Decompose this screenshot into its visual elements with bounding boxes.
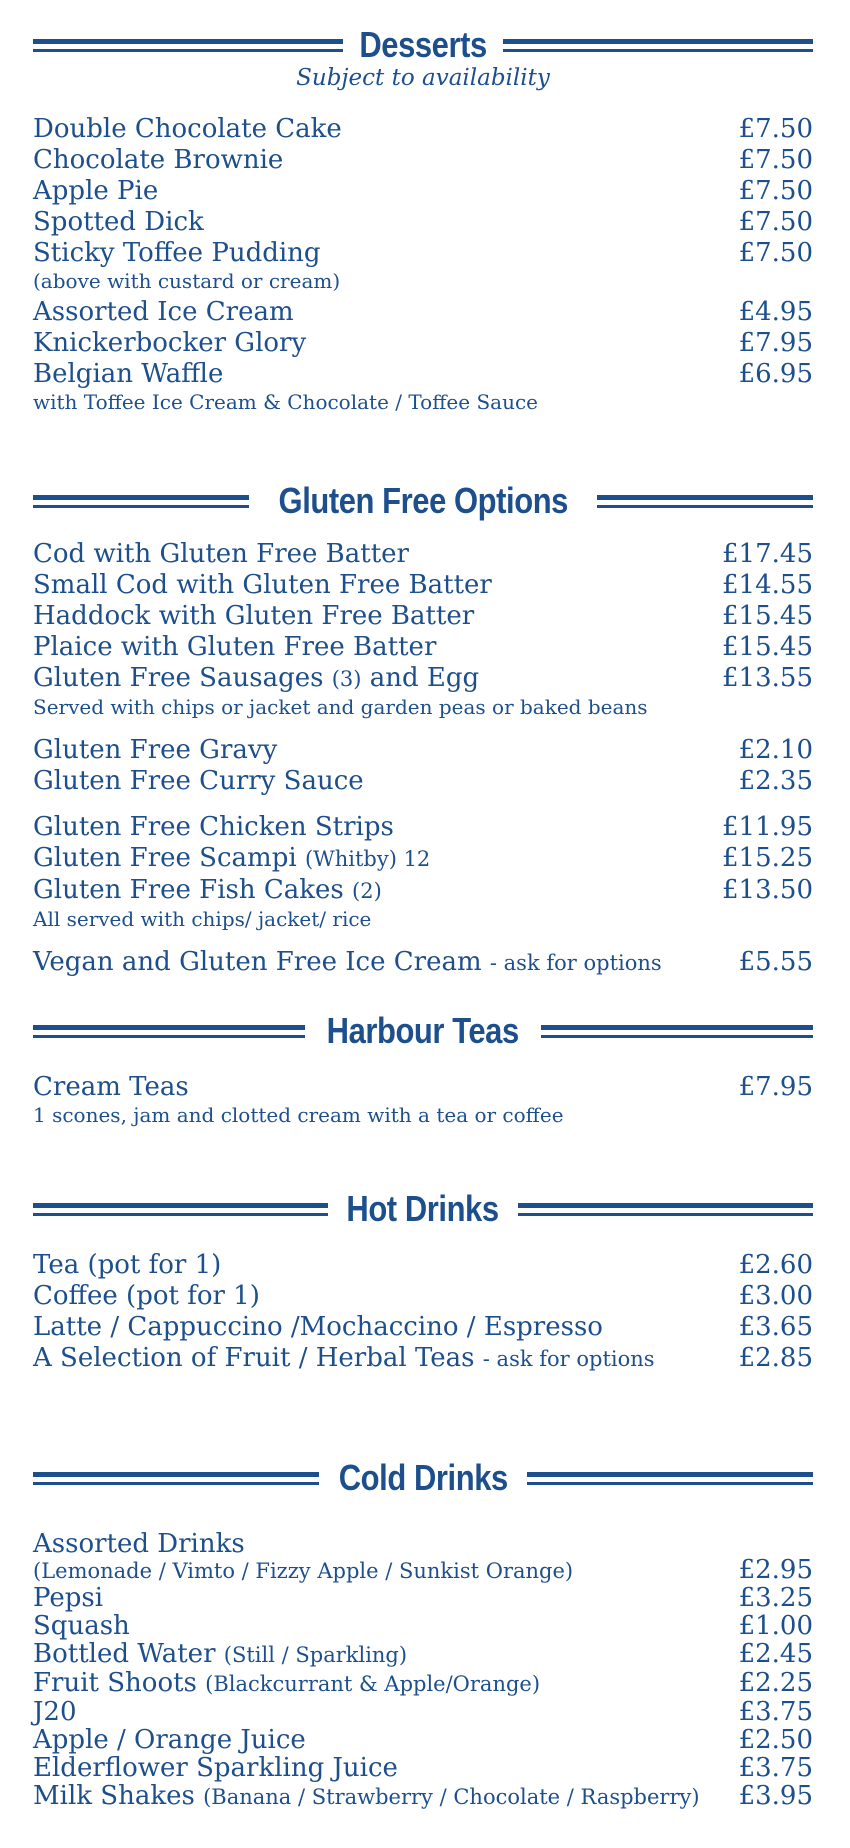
menu-item <box>33 1669 813 1698</box>
item-name: Gluten Free Sausages <box>33 663 324 693</box>
item-name: Vegan and Gluten Free Ice Cream <box>33 947 482 977</box>
menu-item <box>33 766 813 797</box>
item-name: Latte / Cappuccino /Mochaccino / Espresso <box>33 1312 603 1342</box>
item-price: £3.75 <box>738 1697 813 1727</box>
menu-item <box>33 812 813 843</box>
item-price: £7.50 <box>738 207 813 237</box>
item-name: Milk Shakes <box>33 1781 195 1811</box>
header-rule-right <box>541 1025 813 1038</box>
section-title: Harbour Teas <box>326 1010 520 1051</box>
item-note: All served with chips/ jacket/ rice <box>33 907 372 931</box>
item-name-group <box>33 663 479 695</box>
item-price: £7.95 <box>738 1072 813 1102</box>
item-name: A Selection of Fruit / Herbal Teas <box>33 1343 475 1373</box>
header-rule-left <box>33 495 249 508</box>
desserts-list <box>33 114 813 415</box>
item-price: £2.95 <box>738 1555 813 1585</box>
item-qualifier: - ask for options <box>489 951 662 975</box>
cold-drinks-header <box>33 1453 813 1503</box>
item-name: Coffee (pot for 1) <box>33 1281 260 1311</box>
item-name: Gluten Free Chicken Strips <box>33 812 394 842</box>
item-name: Spotted Dick <box>33 207 204 237</box>
item-price: £2.25 <box>738 1668 813 1698</box>
item-name: Gluten Free Gravy <box>33 735 278 765</box>
item-price: £7.95 <box>738 328 813 358</box>
item-name: Cod with Gluten Free Batter <box>33 539 409 569</box>
gluten-free-section <box>33 476 813 526</box>
header-rule-left <box>33 39 343 52</box>
item-name: Knickerbocker Glory <box>33 328 307 358</box>
header-rule-left <box>33 1472 319 1485</box>
header-rule-left <box>33 1025 305 1038</box>
item-name: Gluten Free Curry Sauce <box>33 766 364 796</box>
menu-item <box>33 1698 813 1726</box>
item-name-group <box>33 1669 540 1698</box>
item-qualifier: (Blackcurrant & Apple/Orange) <box>205 1672 541 1696</box>
item-qualifier: (Still / Sparkling) <box>223 1643 408 1667</box>
item-price: £2.45 <box>738 1639 813 1669</box>
hot-drinks-section <box>33 1184 813 1234</box>
menu-item <box>33 1312 813 1343</box>
cold-drinks-section <box>33 1453 813 1503</box>
menu-item <box>33 207 813 238</box>
item-name: Tea (pot for 1) <box>33 1250 222 1280</box>
menu-item <box>33 145 813 176</box>
item-name-group <box>33 875 382 907</box>
item-price: £1.00 <box>738 1611 813 1641</box>
item-name: Apple Pie <box>33 176 159 206</box>
item-name-group <box>33 1640 407 1669</box>
item-note: (Lemonade / Vimto / Fizzy Apple / Sunkist Orange) <box>33 1559 574 1583</box>
section-title: Desserts <box>359 24 487 65</box>
section-title: Gluten Free Options <box>278 480 568 521</box>
item-note: with Toffee Ice Cream & Chocolate / Toffee Sauce <box>33 390 538 414</box>
header-rule-right <box>518 1203 813 1216</box>
menu-item <box>33 359 813 390</box>
item-price: £2.60 <box>738 1250 813 1280</box>
item-name: Pepsi <box>33 1583 104 1613</box>
menu-item <box>33 539 813 570</box>
item-name: Apple / Orange Juice <box>33 1725 306 1755</box>
menu-item <box>33 1343 813 1375</box>
item-name: Plaice with Gluten Free Batter <box>33 632 437 662</box>
menu-item <box>33 1072 813 1103</box>
item-name: Small Cod with Gluten Free Batter <box>33 570 492 600</box>
item-name: Sticky Toffee Pudding <box>33 238 321 268</box>
item-qualifier: (2) <box>352 879 382 903</box>
item-price: £2.35 <box>738 766 813 796</box>
menu-item <box>33 632 813 663</box>
item-price: £7.50 <box>738 114 813 144</box>
desserts-section <box>33 20 813 91</box>
item-name: Gluten Free Fish Cakes <box>33 875 344 905</box>
item-qualifier: (3) <box>331 667 362 691</box>
menu-item <box>33 1281 813 1312</box>
menu-item <box>33 176 813 207</box>
item-name: Belgian Waffle <box>33 359 224 389</box>
menu-item <box>33 1754 813 1782</box>
item-qualifier: (Whitby) 12 <box>304 847 431 871</box>
section-title: Cold Drinks <box>338 1457 508 1498</box>
item-name: Chocolate Brownie <box>33 145 284 175</box>
item-name: Gluten Free Scampi <box>33 843 297 873</box>
item-price: £2.85 <box>738 1343 813 1373</box>
harbour-teas-section <box>33 1006 813 1056</box>
item-price: £7.50 <box>738 176 813 206</box>
menu-item-note-row <box>33 1557 813 1584</box>
menu-item <box>33 297 813 328</box>
item-name: Fruit Shoots <box>33 1668 197 1698</box>
gluten-free-header <box>33 476 813 526</box>
item-name: Bottled Water <box>33 1639 216 1669</box>
item-price: £7.50 <box>738 238 813 268</box>
harbour-teas-header <box>33 1006 813 1056</box>
item-price: £3.00 <box>738 1281 813 1311</box>
menu-item <box>33 328 813 359</box>
item-name-group <box>33 1343 655 1375</box>
menu-item <box>33 875 813 907</box>
item-note: 1 scones, jam and clotted cream with a tea or coffee <box>33 1103 564 1127</box>
item-name-group <box>33 947 662 979</box>
item-qualifier: - ask for options <box>482 1347 655 1371</box>
item-note: Served with chips or jacket and garden peas or baked beans <box>33 695 648 719</box>
item-price: £7.50 <box>738 145 813 175</box>
item-price: £13.50 <box>722 875 813 905</box>
hot-drinks-list <box>33 1250 813 1375</box>
menu-item <box>33 238 813 269</box>
menu-item <box>33 663 813 695</box>
item-note: (above with custard or cream) <box>33 269 341 293</box>
item-price: £13.55 <box>722 663 813 693</box>
item-price: £2.50 <box>738 1725 813 1755</box>
header-rule-right <box>597 495 813 508</box>
item-price: £3.65 <box>738 1312 813 1342</box>
item-name-group <box>33 1782 700 1811</box>
item-name: Squash <box>33 1611 130 1641</box>
desserts-header <box>33 20 813 70</box>
hot-drinks-header <box>33 1184 813 1234</box>
item-name-group <box>33 843 430 875</box>
item-price: £15.25 <box>722 843 813 873</box>
item-qualifier: (Banana / Strawberry / Chocolate / Raspberry) <box>203 1785 700 1809</box>
menu-item <box>33 1612 813 1640</box>
item-name: Cream Teas <box>33 1072 189 1102</box>
item-price: £17.45 <box>722 539 813 569</box>
section-subtitle: Subject to availability <box>296 65 550 91</box>
cold-drinks-list <box>33 1529 813 1811</box>
item-name: J20 <box>33 1697 77 1727</box>
item-price: £15.45 <box>722 601 813 631</box>
item-price: £11.95 <box>722 812 813 842</box>
menu-item <box>33 1529 813 1560</box>
item-price: £3.95 <box>738 1781 813 1811</box>
item-price: £4.95 <box>738 297 813 327</box>
menu-item <box>33 843 813 875</box>
menu-item <box>33 114 813 145</box>
item-name: Double Chocolate Cake <box>33 114 342 144</box>
item-price: £3.75 <box>738 1753 813 1783</box>
item-price: £5.55 <box>738 947 813 977</box>
header-rule-right <box>503 39 813 52</box>
menu-item <box>33 601 813 632</box>
menu-item <box>33 1640 813 1669</box>
item-name: Assorted Ice Cream <box>33 297 294 327</box>
menu-item <box>33 1584 813 1612</box>
item-name: Elderflower Sparkling Juice <box>33 1753 398 1783</box>
harbour-teas-list <box>33 1072 813 1128</box>
item-name-suffix: and Egg <box>369 663 480 693</box>
section-title: Hot Drinks <box>346 1188 500 1229</box>
item-price: £14.55 <box>722 570 813 600</box>
menu-item <box>33 570 813 601</box>
menu-item <box>33 1782 813 1811</box>
header-rule-right <box>527 1472 813 1485</box>
item-price: £15.45 <box>722 632 813 662</box>
header-rule-left <box>33 1203 328 1216</box>
menu-item <box>33 1250 813 1281</box>
gluten-free-list <box>33 539 813 979</box>
item-name: Haddock with Gluten Free Batter <box>33 601 475 631</box>
menu-item <box>33 1726 813 1754</box>
item-price: £3.25 <box>738 1583 813 1613</box>
item-name: Assorted Drinks <box>33 1529 245 1559</box>
item-price: £2.10 <box>738 735 813 765</box>
item-price: £6.95 <box>738 359 813 389</box>
menu-item <box>33 947 813 979</box>
menu-item <box>33 735 813 766</box>
